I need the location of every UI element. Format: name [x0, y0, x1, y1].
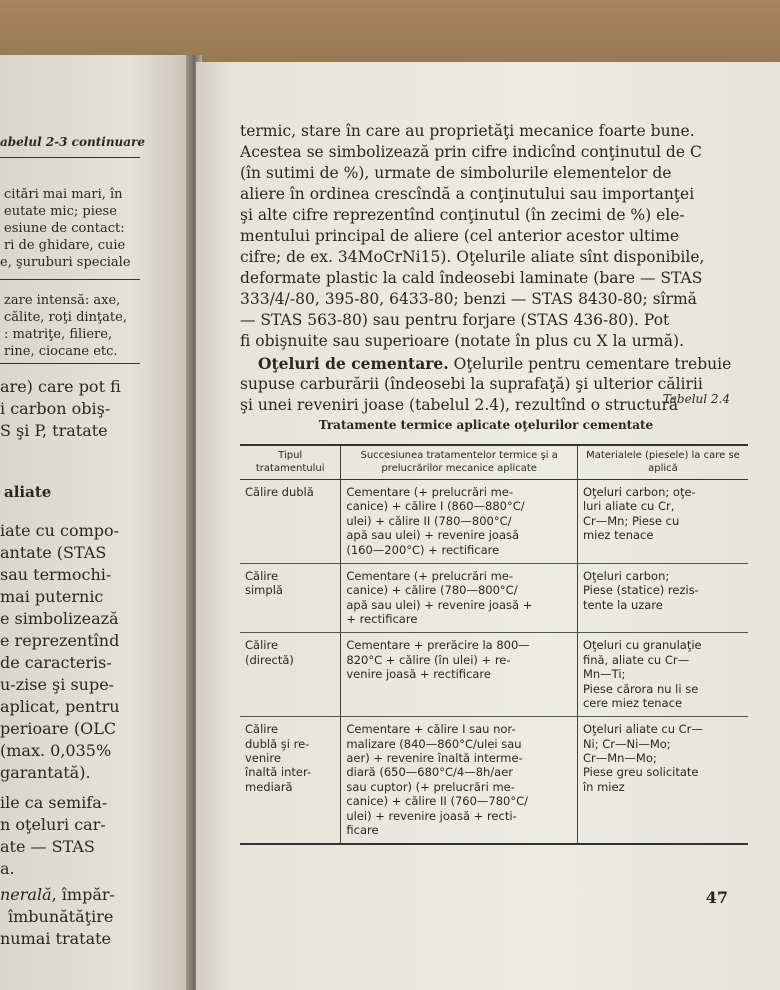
left-body-line: u-zise şi supe- [0, 675, 115, 694]
cell-text-line: fină, aliate cu Cr— [582, 652, 690, 667]
left-line: citări mai mari, în [4, 187, 123, 202]
cell-text-line: ulei) + revenire joasă + recti- [346, 808, 517, 823]
left-body-line: (max. 0,035% [0, 741, 112, 760]
left-line: ri de ghidare, cuie [4, 238, 126, 253]
left-body-line: i carbon obiş- [0, 399, 111, 418]
left-body-line: n oţeluri car- [0, 815, 106, 834]
cell-text-line: cere miez tenace [582, 695, 683, 710]
left-page [0, 55, 188, 990]
left-body-line: antate (STAS [0, 543, 107, 562]
cell-text-line: aer) + revenire înaltă interme- [346, 751, 523, 765]
paragraph-line: cifre; de ex. 34MoCrNi15). Oţelurile aliate sînt disponibile, [240, 248, 705, 266]
left-body-line: mai puternic [0, 587, 104, 606]
left-row-rule [0, 279, 140, 280]
cell-text-line: Călire [245, 638, 279, 653]
left-body-line: e reprezentînd [0, 631, 120, 650]
cell-text-line: dublă şi re- [245, 736, 310, 751]
left-body-line: a. [0, 859, 15, 878]
cell-text-line: în miez [582, 779, 625, 794]
paragraph-line: — STAS 563-80) sau pentru forjare (STAS 436-80). Pot [240, 311, 670, 329]
table-row [240, 563, 748, 633]
section-line: şi unei reveniri joase (tabelul 2.4), rezultînd o structură [240, 396, 679, 414]
table-cell-type [240, 480, 341, 564]
header-materials: Materialele (piesele) la care se aplică [577, 445, 748, 480]
left-table-bottom-rule [0, 363, 140, 364]
cell-text-line: sau cuptor) (+ prelucrări me- [346, 779, 515, 794]
cell-text-line: luri aliate cu Cr, [582, 499, 675, 514]
cell-text-line: venire [245, 751, 281, 765]
paragraph-line: termic, stare în care au proprietăţi mecanice foarte bune. [240, 122, 695, 140]
cell-text-line: 820°C + călire (în ulei) + re- [346, 652, 511, 667]
left-heading: aliate [4, 483, 52, 501]
table-body [240, 480, 748, 845]
table-cell-sequence [341, 563, 578, 633]
paragraph-line: şi alte cifre reprezentînd conţinutul (în zecimi de %) ele- [240, 206, 685, 224]
left-line: esiune de contact: [4, 221, 125, 236]
left-body-line: e simbolizează [0, 609, 119, 628]
cell-text-line: diară (650—680°C/4—8h/aer [346, 765, 514, 780]
cell-text-line: Cementare (+ prelucrări me- [346, 568, 514, 583]
left-line: călite, roţi dinţate, [4, 310, 127, 325]
table-cell-sequence [341, 633, 578, 717]
left-line: e, şuruburi speciale [0, 255, 131, 270]
left-body-line: îmbunătăţire [8, 907, 114, 926]
paragraph-line: aliere în ordinea crescîndă a conţinutului sau importanţei [240, 185, 695, 203]
left-line: eutate mic; piese [4, 204, 117, 219]
cell-text-line: Oţeluri carbon; [582, 568, 670, 583]
left-table-rule [0, 157, 140, 158]
left-body-line: aplicat, pentru [0, 697, 120, 716]
cell-text-line: (160—200°C) + rectificare [346, 542, 500, 557]
cell-text-line: Oţeluri carbon; oţe- [582, 485, 696, 499]
left-body-line: garantată). [0, 763, 91, 782]
table-row [240, 717, 748, 845]
table-cell-sequence [341, 717, 578, 845]
cell-text-line: canice) + călire II (760—780°C/ [346, 794, 529, 809]
left-line: : matriţe, filiere, [4, 327, 113, 342]
cell-text-line: ficare [346, 822, 379, 837]
cell-text-line: Călire [245, 722, 279, 737]
header-type: Tipul tratamentului [240, 445, 341, 480]
paragraph-line: Acestea se simbolizează prin cifre indicînd conţinutul de C [240, 143, 702, 161]
cell-text-line: tente la uzare [582, 597, 663, 612]
cell-text-line: Cr—Mn; Piese cu [582, 513, 680, 528]
table-cell-materials [577, 717, 748, 845]
cell-text-line: Cementare + călire I sau nor- [346, 722, 516, 737]
section-line: Oţelurile pentru cementare trebuie [448, 355, 732, 373]
cell-text-line: + rectificare [346, 612, 418, 626]
left-line: zare intensă: axe, [4, 293, 121, 308]
cell-text-line: Oţeluri cu granulaţie [582, 638, 702, 653]
table-row [240, 480, 748, 564]
left-body-line: , împăr- [51, 885, 115, 904]
left-body-line: ate — STAS [0, 837, 95, 856]
cell-text-line: Piese cărora nu li se [582, 681, 699, 696]
left-body-line: perioare (OLC [0, 719, 117, 738]
cell-text-line: (directă) [245, 652, 294, 667]
table-cell-type [240, 717, 341, 845]
cell-text-line: Piese (statice) rezis- [582, 583, 699, 598]
table-cell-type [240, 633, 341, 717]
cell-text-line: apă sau ulei) + revenire joasă + [346, 597, 533, 612]
paragraph-line: mentului principal de aliere (cel anterior acestor ultime [240, 227, 680, 245]
cell-text-line: înaltă inter- [245, 765, 312, 780]
cell-text-line: Oţeluri aliate cu Cr— [582, 722, 703, 737]
cell-text-line: Mn—Ti; [582, 667, 626, 682]
cell-text-line: apă sau ulei) + revenire joasă [346, 528, 520, 543]
left-body-line: de caracteris- [0, 653, 112, 672]
cell-text-line: Cementare + prerăcire la 800— [346, 638, 530, 653]
page-number: 47 [705, 888, 728, 907]
cell-text-line: mediară [245, 779, 293, 794]
left-line: rine, ciocane etc. [4, 344, 118, 359]
left-body-line: iate cu compo- [0, 521, 120, 540]
section-line: supuse carburării (îndeosebi la suprafaţă) şi ulterior călirii [240, 375, 703, 393]
cell-text-line: simplă [245, 583, 283, 598]
cell-text-line: Călire dublă [245, 485, 314, 499]
section-heading: Oţeluri de cementare. [258, 354, 449, 373]
cell-text-line: canice) + călire (780—800°C/ [346, 583, 518, 598]
cell-text-line: ulei) + călire II (780—800°C/ [346, 513, 512, 528]
table-header-row [240, 445, 748, 480]
cell-text-line: venire joasă + rectificare [346, 667, 491, 682]
paragraph-line: 333/4/-80, 395-80, 6433-80; benzi — STAS 8430-80; sîrmă [240, 290, 697, 308]
table-cell-type [240, 563, 341, 633]
table-row [240, 633, 748, 717]
table-label: Tabelul 2.4 [662, 392, 730, 406]
table-cell-materials [577, 633, 748, 717]
table-caption: Tratamente termice aplicate oţelurilor cementate [318, 418, 654, 432]
table-cell-materials [577, 480, 748, 564]
paragraph-line: fi obişnuite sau superioare (notate în plus cu X la urmă). [240, 332, 685, 350]
cell-text-line: Ni; Cr—Ni—Mo; [582, 736, 671, 751]
left-table-title: abelul 2-3 continuare [0, 135, 145, 149]
left-body-line: numai tratate [0, 929, 112, 948]
left-italic-word: nerală [0, 885, 52, 904]
cell-text-line: miez tenace [582, 528, 654, 543]
header-sequence: Succesiunea tratamentelor termice şi a prelucrărilor mecanice aplicate [341, 445, 578, 480]
right-page [196, 62, 780, 990]
paragraph-line: (în sutimi de %), urmate de simbolurile elementelor de [240, 164, 672, 182]
left-body-line: ile ca semifa- [0, 793, 108, 812]
left-body-line: are) care pot fi [0, 377, 121, 396]
left-body-line: S şi P, tratate [0, 421, 108, 440]
cell-text-line: Piese greu solicitate [582, 765, 699, 780]
cell-text-line: Cementare (+ prelucrări me- [346, 485, 514, 499]
paragraph-line: deformate plastic la cald îndeosebi laminate (bare — STAS [240, 269, 703, 287]
table-cell-materials [577, 563, 748, 633]
cell-text-line: Călire [245, 568, 279, 583]
left-body-line: sau termochi- [0, 565, 112, 584]
cell-text-line: malizare (840—860°C/ulei sau [346, 736, 522, 751]
table-cell-sequence [341, 480, 578, 564]
cell-text-line: Cr—Mn—Mo; [582, 751, 657, 765]
heat-treatment-table [240, 444, 748, 845]
cell-text-line: canice) + călire I (860—880°C/ [346, 499, 525, 514]
